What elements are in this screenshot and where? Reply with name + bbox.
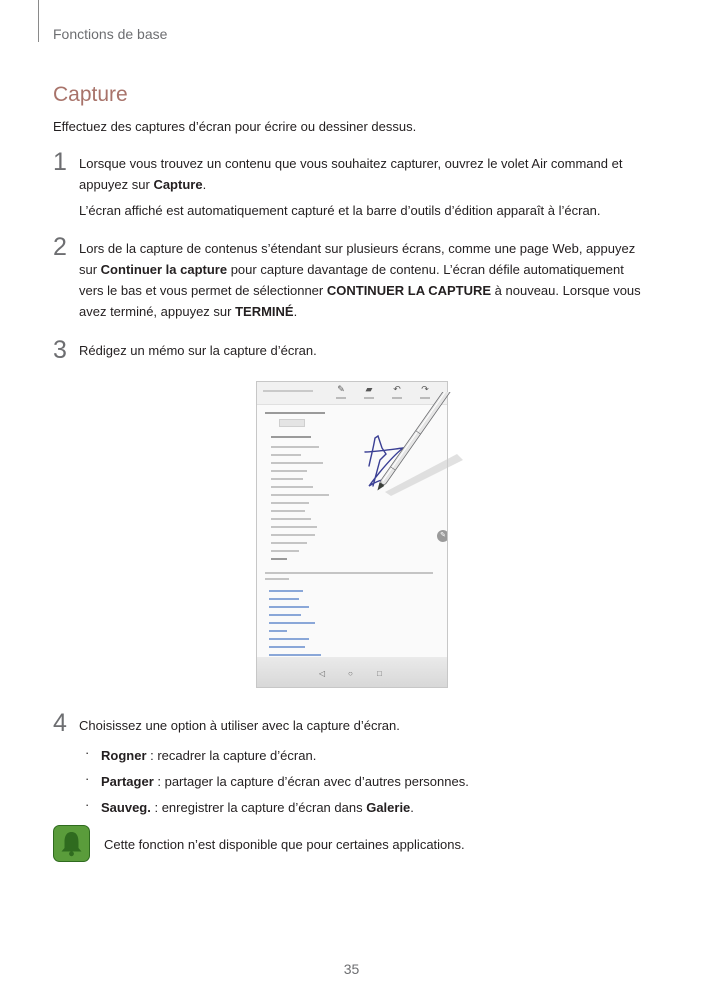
list-row bbox=[271, 502, 309, 504]
link-row bbox=[269, 646, 305, 648]
edit-fab-icon: ✎ bbox=[437, 530, 448, 542]
bullet-dot: · bbox=[85, 771, 90, 786]
bullet-dot: · bbox=[85, 745, 90, 760]
step-1-text bbox=[79, 153, 651, 195]
step-2-line-2: sur Continuer la capture pour capture davantage de contenu. L’écran défile automatiquement bbox=[79, 262, 624, 277]
step-1-line-2: appuyez sur Capture. bbox=[79, 177, 207, 192]
step-number-1: 1 bbox=[53, 148, 67, 176]
section-title: Capture bbox=[53, 83, 128, 106]
step-number-3: 3 bbox=[53, 336, 67, 364]
capture-term: Capture bbox=[153, 177, 203, 192]
undo-icon: ↶ bbox=[391, 385, 403, 397]
option-save: Sauveg. : enregistrer la capture d’écran dans Galerie. bbox=[101, 800, 414, 815]
link-row bbox=[269, 606, 309, 608]
pen-icon: ✎ bbox=[335, 385, 347, 397]
note-text: Cette fonction n’est disponible que pour certaines applications. bbox=[104, 837, 465, 852]
link-row bbox=[269, 654, 321, 656]
list-row bbox=[271, 494, 329, 496]
list-row bbox=[271, 486, 313, 488]
list-row bbox=[271, 462, 323, 464]
step-number-4: 4 bbox=[53, 709, 67, 737]
eraser-icon: ▰ bbox=[363, 385, 375, 397]
link-row bbox=[269, 590, 303, 592]
home-icon: ○ bbox=[348, 669, 353, 678]
s-pen-illustration bbox=[345, 392, 495, 502]
list-row bbox=[271, 550, 299, 552]
toolbar-url-field bbox=[263, 390, 313, 392]
paragraph-line bbox=[265, 572, 433, 574]
list-row bbox=[271, 446, 319, 448]
list-row bbox=[271, 558, 287, 560]
redo-icon: ↷ bbox=[419, 385, 431, 397]
navigation-bar bbox=[257, 657, 447, 687]
dropdown-box bbox=[279, 419, 305, 427]
paragraph-line bbox=[265, 578, 289, 580]
continue-capture-term: Continuer la capture bbox=[100, 262, 228, 277]
page-heading-line bbox=[265, 412, 325, 414]
intro-text: Effectuez des captures d’écran pour écrire ou dessiner dessus. bbox=[53, 119, 417, 134]
option-crop: Rogner : recadrer la capture d’écran. bbox=[101, 748, 317, 763]
option-share: Partager : partager la capture d’écran avec d’autres personnes. bbox=[101, 774, 469, 789]
list-row bbox=[271, 510, 305, 512]
page-number: 35 bbox=[343, 961, 360, 977]
margin-rule bbox=[38, 0, 39, 42]
step-2-line-4: avez terminé, appuyez sur TERMINÉ. bbox=[79, 304, 298, 319]
recent-apps-icon: □ bbox=[377, 669, 382, 678]
list-row bbox=[271, 542, 307, 544]
step-2-text bbox=[79, 238, 651, 322]
link-row bbox=[269, 630, 287, 632]
step-1-result: L’écran affiché est automatiquement capturé et la barre d’outils d’édition apparaît à l’écran. bbox=[79, 203, 601, 218]
list-row bbox=[271, 526, 317, 528]
link-row bbox=[269, 622, 315, 624]
step-4-text: Choisissez une option à utiliser avec la capture d’écran. bbox=[79, 718, 400, 733]
step-2-line-3: vers le bas et vous permet de sélectionner CONTINUER LA CAPTURE à nouveau. Lorsque vous bbox=[79, 283, 641, 298]
list-row bbox=[271, 454, 301, 456]
link-row bbox=[269, 614, 301, 616]
bullet-dot: · bbox=[85, 797, 90, 812]
list-row bbox=[271, 534, 315, 536]
link-row bbox=[269, 638, 309, 640]
list-row bbox=[271, 518, 311, 520]
back-icon: ◁ bbox=[319, 669, 326, 678]
list-row bbox=[271, 470, 307, 472]
link-row bbox=[269, 598, 299, 600]
done-term: TERMINÉ bbox=[235, 304, 294, 319]
bell-icon bbox=[53, 825, 90, 862]
step-number-2: 2 bbox=[53, 233, 67, 261]
list-row bbox=[271, 478, 303, 480]
step-1-line-1: Lorsque vous trouvez un contenu que vous souhaitez capturer, ouvrez le volet Air command et bbox=[79, 156, 623, 171]
continue-capture-caps-term: CONTINUER LA CAPTURE bbox=[326, 283, 492, 298]
running-head: Fonctions de base bbox=[53, 26, 168, 42]
step-3-text: Rédigez un mémo sur la capture d’écran. bbox=[79, 343, 317, 358]
step-2-line-1: Lors de la capture de contenus s’étendant sur plusieurs écrans, comme une page Web, appuyez bbox=[79, 241, 636, 256]
list-heading bbox=[271, 436, 311, 438]
